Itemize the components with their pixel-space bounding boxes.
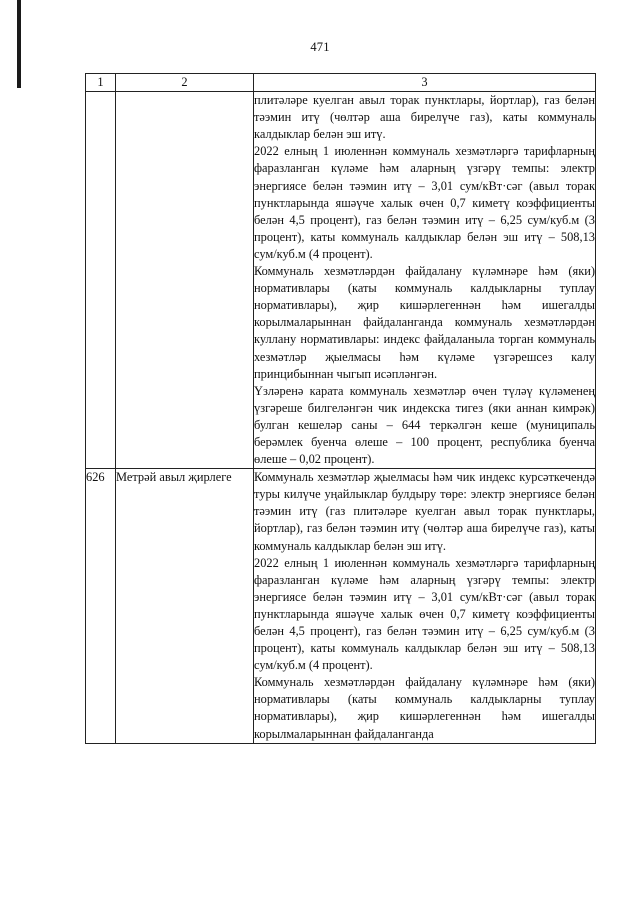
header-col-2: 2: [116, 74, 254, 92]
header-col-1: 1: [86, 74, 116, 92]
row-number-cell: [86, 92, 116, 469]
table-header-row: [86, 74, 596, 92]
municipal-utilities-table: [85, 73, 596, 744]
table-row: [86, 92, 596, 469]
paragraph-utility-types: Коммуналь хезмәтләр җыелмасы һәм чик индекс курсәткечендә туры килүче уңайлыклар булдыру төре: электр энергиясе белән тәэмин итү (газ плитәләре куелган авыл торак пунктлары, йортлар), газ белән тәэмин итү (чөлтәр аша бирелүче газ), каты коммуналь калдыклар белән эш итү.: [254, 470, 595, 553]
paragraph-tariff-forecast: 2022 елның 1 июленнән коммуналь хезмәтләргә тарифларның фаразланган күләме һәм аларның үзгәрү темпы: электр энергиясе белән тәэмин итү – 3,01 сум/кВт·сәг (авыл торак пунктларында яшәүче халык өчен 0,7 киметү коэффициенты белән 4,5 процент), газ белән тәэмин итү – 6,25 сум/куб.м (3 процент), каты коммуналь калдыклар белән эш итү – 508,13 сум/куб.м (4 процент).: [254, 555, 595, 673]
settlement-name-cell: [116, 92, 254, 469]
paragraph-consumption-norms: Коммуналь хезмәтләрдән файдалану күләмнәре һәм (яки) нормативлары (каты коммуналь калдыкларны туплау нормативлары), җир кишәрлегеннән һәм ишегалды корылмаларыннан файдаланганда: [254, 675, 595, 741]
description-cell: [254, 469, 596, 744]
paragraph-tariff-forecast: 2022 елның 1 июленнән коммуналь хезмәтләргә тарифларның фаразланган күләме һәм аларның үзгәрү темпы: электр энергиясе белән тәэмин итү – 3,01 сум/кВт·сәг (авыл торак пунктларында яшәүче халык өчен 0,7 киметү коэффициенты белән 4,5 процент), газ белән тәэмин итү – 6,25 сум/куб.м (3 процент), каты коммуналь калдыклар белән эш итү – 508,13 сум/куб.м (4 процент).: [254, 144, 595, 261]
table-row: [86, 469, 596, 744]
paragraph-consumption-norms: Коммуналь хезмәтләрдән файдалану күләмнәре һәм (яки) нормативлары (каты коммуналь калдыкларны туплау нормативлары), җир кишәрлегеннән һәм ишегалды корылмаларыннан файдаланганда коммуналь хезмәтләрдән куллану нормативлары: индекс файдаланыла торган коммуналь хезмәтләр җыелмасы һәм күләме үзгәрешсез калу принцибыннан чыгып исәпләнгән.: [254, 264, 595, 381]
settlement-name-cell: Метрәй авыл җирлеге: [116, 469, 254, 744]
page-number: 471: [310, 40, 330, 54]
header-col-3: 3: [254, 74, 596, 92]
paragraph-affected-persons: Үзләренә карата коммуналь хезмәтләр өчен түләү күләменең үзгәреше билгеләнгән чик индекска тигез (яки аннан кимрәк) булган кешеләр саны – 644 теркәлгән кеше (муниципаль берәмлек буенча өлеше – 100 процент, республика буенча өлеше – 0,02 процент).: [254, 383, 595, 467]
description-cell: [254, 92, 596, 469]
row-number-cell: 626: [86, 469, 116, 744]
paragraph-utility-types-continued: плитәләре куелган авыл торак пунктлары, йортлар), газ белән тәэмин итү (чөлтәр аша бирелүче газ), каты коммуналь калдыклар белән эш итү.: [254, 93, 595, 142]
